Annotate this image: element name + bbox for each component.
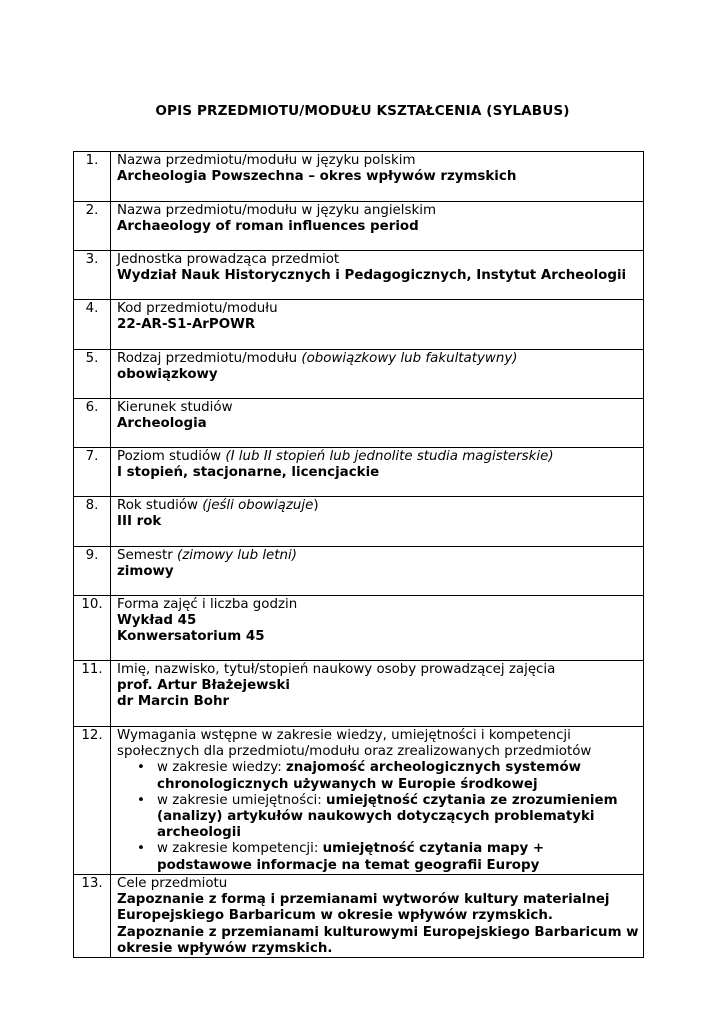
row-value: III rok bbox=[117, 514, 162, 530]
table-row bbox=[74, 596, 644, 661]
row-value: Wydział Nauk Historycznych i Pedagogicznych, Instytut Archeologii bbox=[117, 268, 627, 284]
table-row bbox=[74, 547, 644, 596]
row-value: dr Marcin Bohr bbox=[117, 694, 230, 710]
row-value: Archeologia Powszechna – okres wpływów rzymskich bbox=[117, 169, 517, 185]
row-value: Archaeology of roman influences period bbox=[117, 219, 419, 235]
row-value: 22-AR-S1-ArPOWR bbox=[117, 317, 256, 333]
table-row bbox=[74, 202, 644, 251]
row-value: prof. Artur Błażejewski bbox=[117, 678, 290, 694]
bullet-text: umiejętność czytania ze zrozumieniem (analizy) artykułów naukowych dotyczących problematyki archeologii bbox=[157, 792, 618, 841]
table-row bbox=[74, 300, 644, 350]
row-label: Nazwa przedmiotu/modułu w języku angielskim bbox=[117, 203, 436, 218]
table-row bbox=[74, 875, 644, 958]
syllabus-table bbox=[73, 151, 644, 958]
row-number: 3. bbox=[74, 251, 111, 300]
row-number: 6. bbox=[74, 399, 111, 448]
row-hint: (zimowy lub letni) bbox=[177, 548, 297, 563]
row-number: 12. bbox=[74, 727, 111, 875]
row-value: Zapoznanie z formą i przemianami wytworów kultury materialnej Europejskiego Barbaricum w okresie wpływów rzymskich. Zapoznanie z przemianami kulturowymi Europejskiego Barbaricum w okresie wpływów rzymskich. bbox=[117, 892, 639, 956]
row-label: Poziom studiów bbox=[117, 449, 226, 464]
row-number: 4. bbox=[74, 300, 111, 350]
row-label: Rok studiów bbox=[117, 498, 203, 513]
table-row bbox=[74, 727, 644, 875]
table-row bbox=[74, 661, 644, 727]
row-value: Wykład 45 bbox=[117, 613, 197, 629]
row-label: Forma zajęć i liczba godzin bbox=[117, 597, 298, 612]
row-label: Kod przedmiotu/modułu bbox=[117, 301, 278, 316]
row-number: 7. bbox=[74, 448, 111, 497]
row-number: 2. bbox=[74, 202, 111, 251]
list-item bbox=[137, 792, 640, 842]
row-value: Archeologia bbox=[117, 416, 207, 432]
row-label: Wymagania wstępne w zakresie wiedzy, umiejętności i kompetencji społecznych dla przedmiotu/modułu oraz zrealizowanych przedmiotów bbox=[117, 728, 592, 760]
row-number: 8. bbox=[74, 497, 111, 547]
row-value: Konwersatorium 45 bbox=[117, 629, 265, 645]
table-row bbox=[74, 497, 644, 547]
bullet-icon: • bbox=[137, 792, 145, 808]
row-label: Imię, nazwisko, tytuł/stopień naukowy osoby prowadzącej zajęcia bbox=[117, 662, 556, 677]
list-item bbox=[137, 841, 640, 873]
row-label: Semestr bbox=[117, 548, 178, 563]
document-title: OPIS PRZEDMIOTU/MODUŁU KSZTAŁCENIA (SYLABUS) bbox=[155, 103, 570, 119]
bullet-text: umiejętność czytania mapy + podstawowe informacje na temat geografii Europy bbox=[157, 841, 545, 873]
row-number: 13. bbox=[74, 875, 111, 958]
row-label: Rodzaj przedmiotu/modułu bbox=[117, 351, 302, 366]
row-hint: (obowiązkowy lub fakultatywny) bbox=[301, 351, 518, 366]
row-hint: (jeśli obowiązuje bbox=[202, 498, 314, 513]
table-row bbox=[74, 251, 644, 300]
row-label: Cele przedmiotu bbox=[117, 876, 228, 891]
table-row bbox=[74, 350, 644, 399]
table-row bbox=[74, 448, 644, 497]
requirements-list bbox=[117, 760, 640, 873]
row-hint: (I lub II stopień lub jednolite studia magisterskie) bbox=[225, 449, 554, 464]
row-label: Jednostka prowadząca przedmiot bbox=[117, 252, 340, 267]
row-label: Nazwa przedmiotu/modułu w języku polskim bbox=[117, 153, 416, 168]
bullet-icon: • bbox=[137, 760, 145, 776]
row-label: Kierunek studiów bbox=[117, 400, 233, 415]
bullet-prefix: w zakresie wiedzy: bbox=[157, 760, 286, 776]
bullet-prefix: w zakresie kompetencji: bbox=[157, 841, 323, 857]
row-hint-close: ) bbox=[313, 498, 319, 513]
list-item bbox=[137, 760, 640, 792]
row-number: 9. bbox=[74, 547, 111, 596]
row-value: I stopień, stacjonarne, licencjackie bbox=[117, 465, 380, 481]
row-number: 1. bbox=[74, 152, 111, 202]
row-number: 10. bbox=[74, 596, 111, 661]
row-value: obowiązkowy bbox=[117, 367, 218, 383]
bullet-text: znajomość archeologicznych systemów chronologicznych używanych w Europie środkowej bbox=[157, 760, 582, 792]
table-row bbox=[74, 399, 644, 448]
bullet-prefix: w zakresie umiejętności: bbox=[157, 792, 327, 808]
table-row bbox=[74, 152, 644, 202]
bullet-icon: • bbox=[137, 841, 145, 857]
row-number: 5. bbox=[74, 350, 111, 399]
row-value: zimowy bbox=[117, 564, 174, 580]
row-number: 11. bbox=[74, 661, 111, 727]
